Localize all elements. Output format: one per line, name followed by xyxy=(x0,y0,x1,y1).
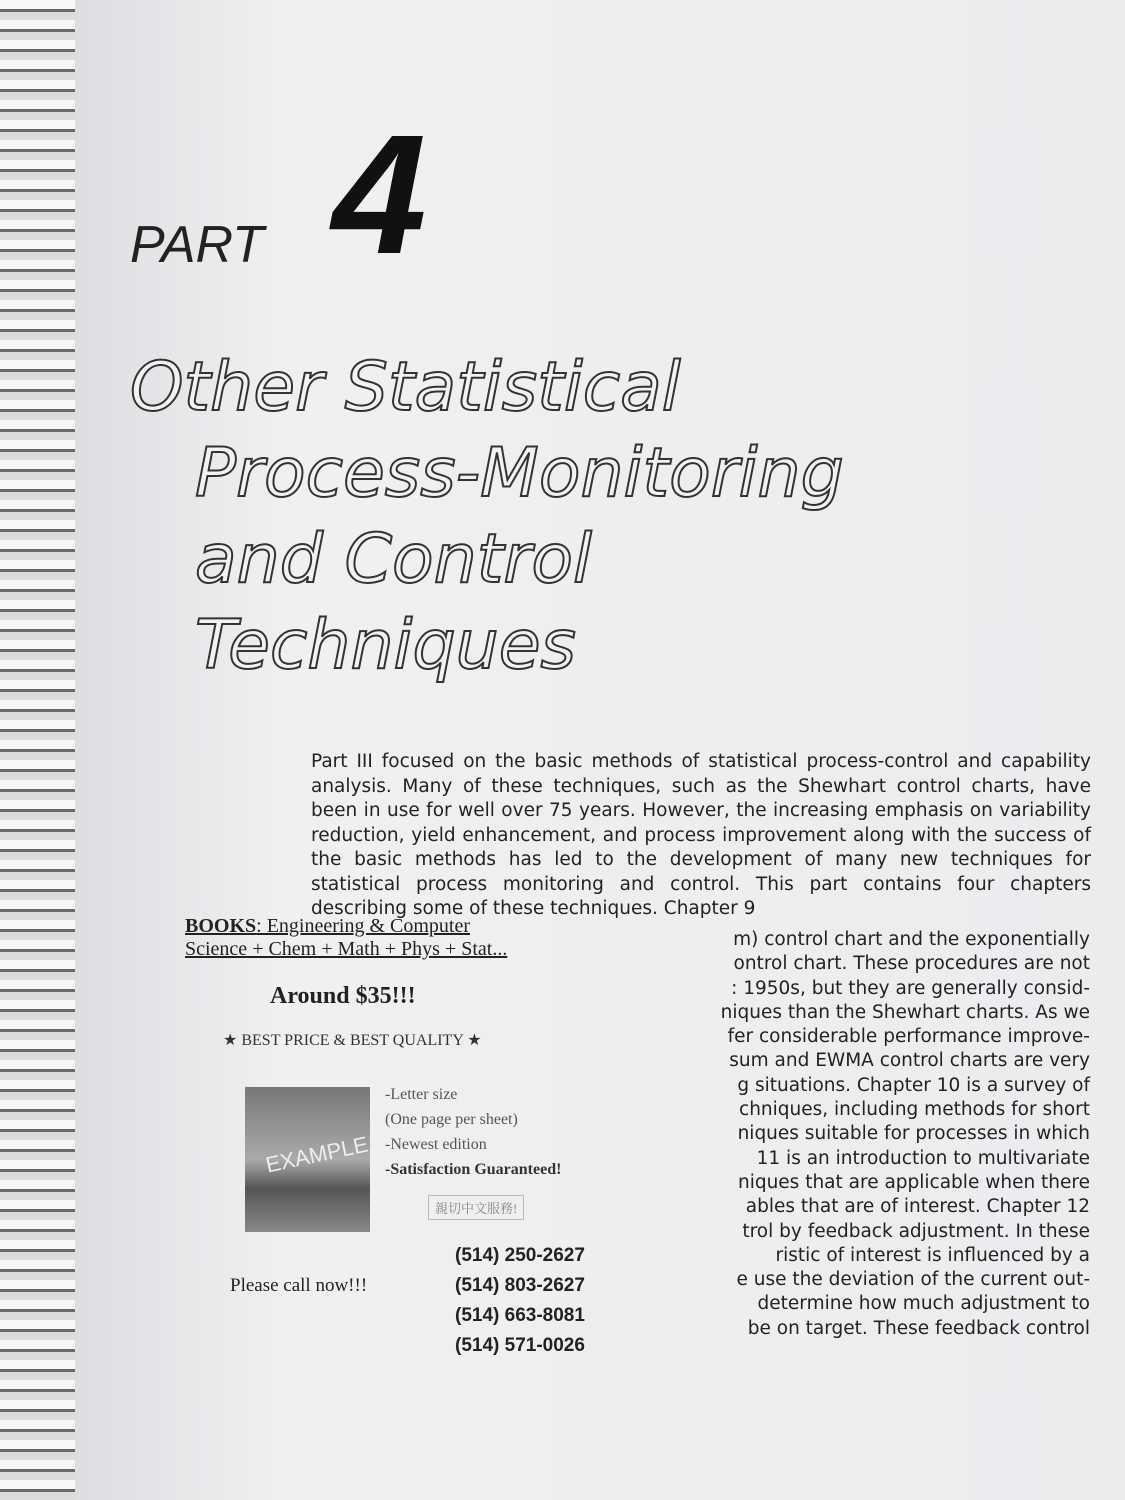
text-line: niques that are applicable when there xyxy=(737,1171,1090,1193)
feature-item: -Letter size xyxy=(385,1086,458,1103)
text-line: chniques, including methods for short xyxy=(739,1099,1090,1121)
book-cover-image xyxy=(245,1087,370,1232)
best-price-text: ★ BEST PRICE & BEST QUALITY ★ xyxy=(223,1032,482,1049)
text-line: niques than the Shewhart charts. As we xyxy=(720,1001,1090,1023)
text-line: 11 is an introduction to multivariate xyxy=(756,1147,1090,1169)
feature-list xyxy=(385,1082,561,1182)
text-line: ristic of interest is influenced by a xyxy=(775,1244,1090,1266)
part-number: 4 xyxy=(332,100,427,290)
phone-number: (514) 571-0026 xyxy=(455,1335,585,1356)
cover-watermark: EXAMPLE xyxy=(263,1131,371,1178)
title-line: Techniques xyxy=(195,606,576,685)
title-line: Other Statistical xyxy=(130,348,681,427)
text-line: sum and EWMA control charts are very xyxy=(729,1050,1090,1072)
advertisement-overlay xyxy=(185,915,655,1356)
call-label: Please call now!!! xyxy=(230,1275,368,1296)
feature-item: (One page per sheet) xyxy=(385,1111,518,1128)
text-line: ontrol chart. These procedures are not xyxy=(733,953,1090,975)
part-title xyxy=(130,345,844,689)
chinese-service-badge: 親切中文服務! xyxy=(428,1195,524,1220)
phone-number: (514) 663-8081 xyxy=(455,1305,585,1326)
phone-number: (514) 250-2627 xyxy=(455,1245,585,1266)
spiral-binding xyxy=(0,0,75,1500)
books-line1: : Engineering & Computer xyxy=(256,915,470,937)
title-line: and Control xyxy=(195,520,592,599)
feature-item: -Newest edition xyxy=(385,1136,487,1153)
text-line: e use the deviation of the current out- xyxy=(736,1269,1090,1291)
title-line: Process-Monitoring xyxy=(195,434,844,513)
part-label: PART xyxy=(130,216,264,274)
text-line: be on target. These feedback control xyxy=(747,1317,1090,1339)
intro-paragraph: Part III focused on the basic methods of statistical process-control and capability analysis. Many of these techniques, such as the Shewhart control charts, have been in use for well over 75 years. However, the increasing emphasis on variability reduction, yield enhancement, and process improvement along with the success of the basic methods has led to the development of many new techniques for statistical process monitoring and control. This part contains four chapters describing some of these techniques. Chapter 9 xyxy=(311,751,1091,919)
text-line: ables that are of interest. Chapter 12 xyxy=(745,1196,1090,1218)
intro-paragraph-continued xyxy=(686,928,1090,1341)
text-line: trol by feedback adjustment. In these xyxy=(742,1220,1090,1242)
books-line2: Science + Chem + Math + Phys + Stat... xyxy=(185,938,508,960)
books-heading xyxy=(185,915,655,938)
text-line: fer considerable performance improve- xyxy=(727,1026,1090,1048)
text-line: niques suitable for processes in which xyxy=(737,1123,1090,1145)
text-line: determine how much adjustment to xyxy=(757,1293,1090,1315)
price-text: Around $35!!! xyxy=(270,983,416,1009)
feature-item: -Satisfaction Guaranteed! xyxy=(385,1161,562,1178)
books-label: BOOKS xyxy=(185,915,257,937)
text-line: g situations. Chapter 10 is a survey of xyxy=(737,1074,1090,1096)
text-line: m) control chart and the exponentially xyxy=(733,929,1090,950)
text-line: : 1950s, but they are generally consid- xyxy=(731,977,1090,999)
phone-number: (514) 803-2627 xyxy=(455,1275,585,1296)
